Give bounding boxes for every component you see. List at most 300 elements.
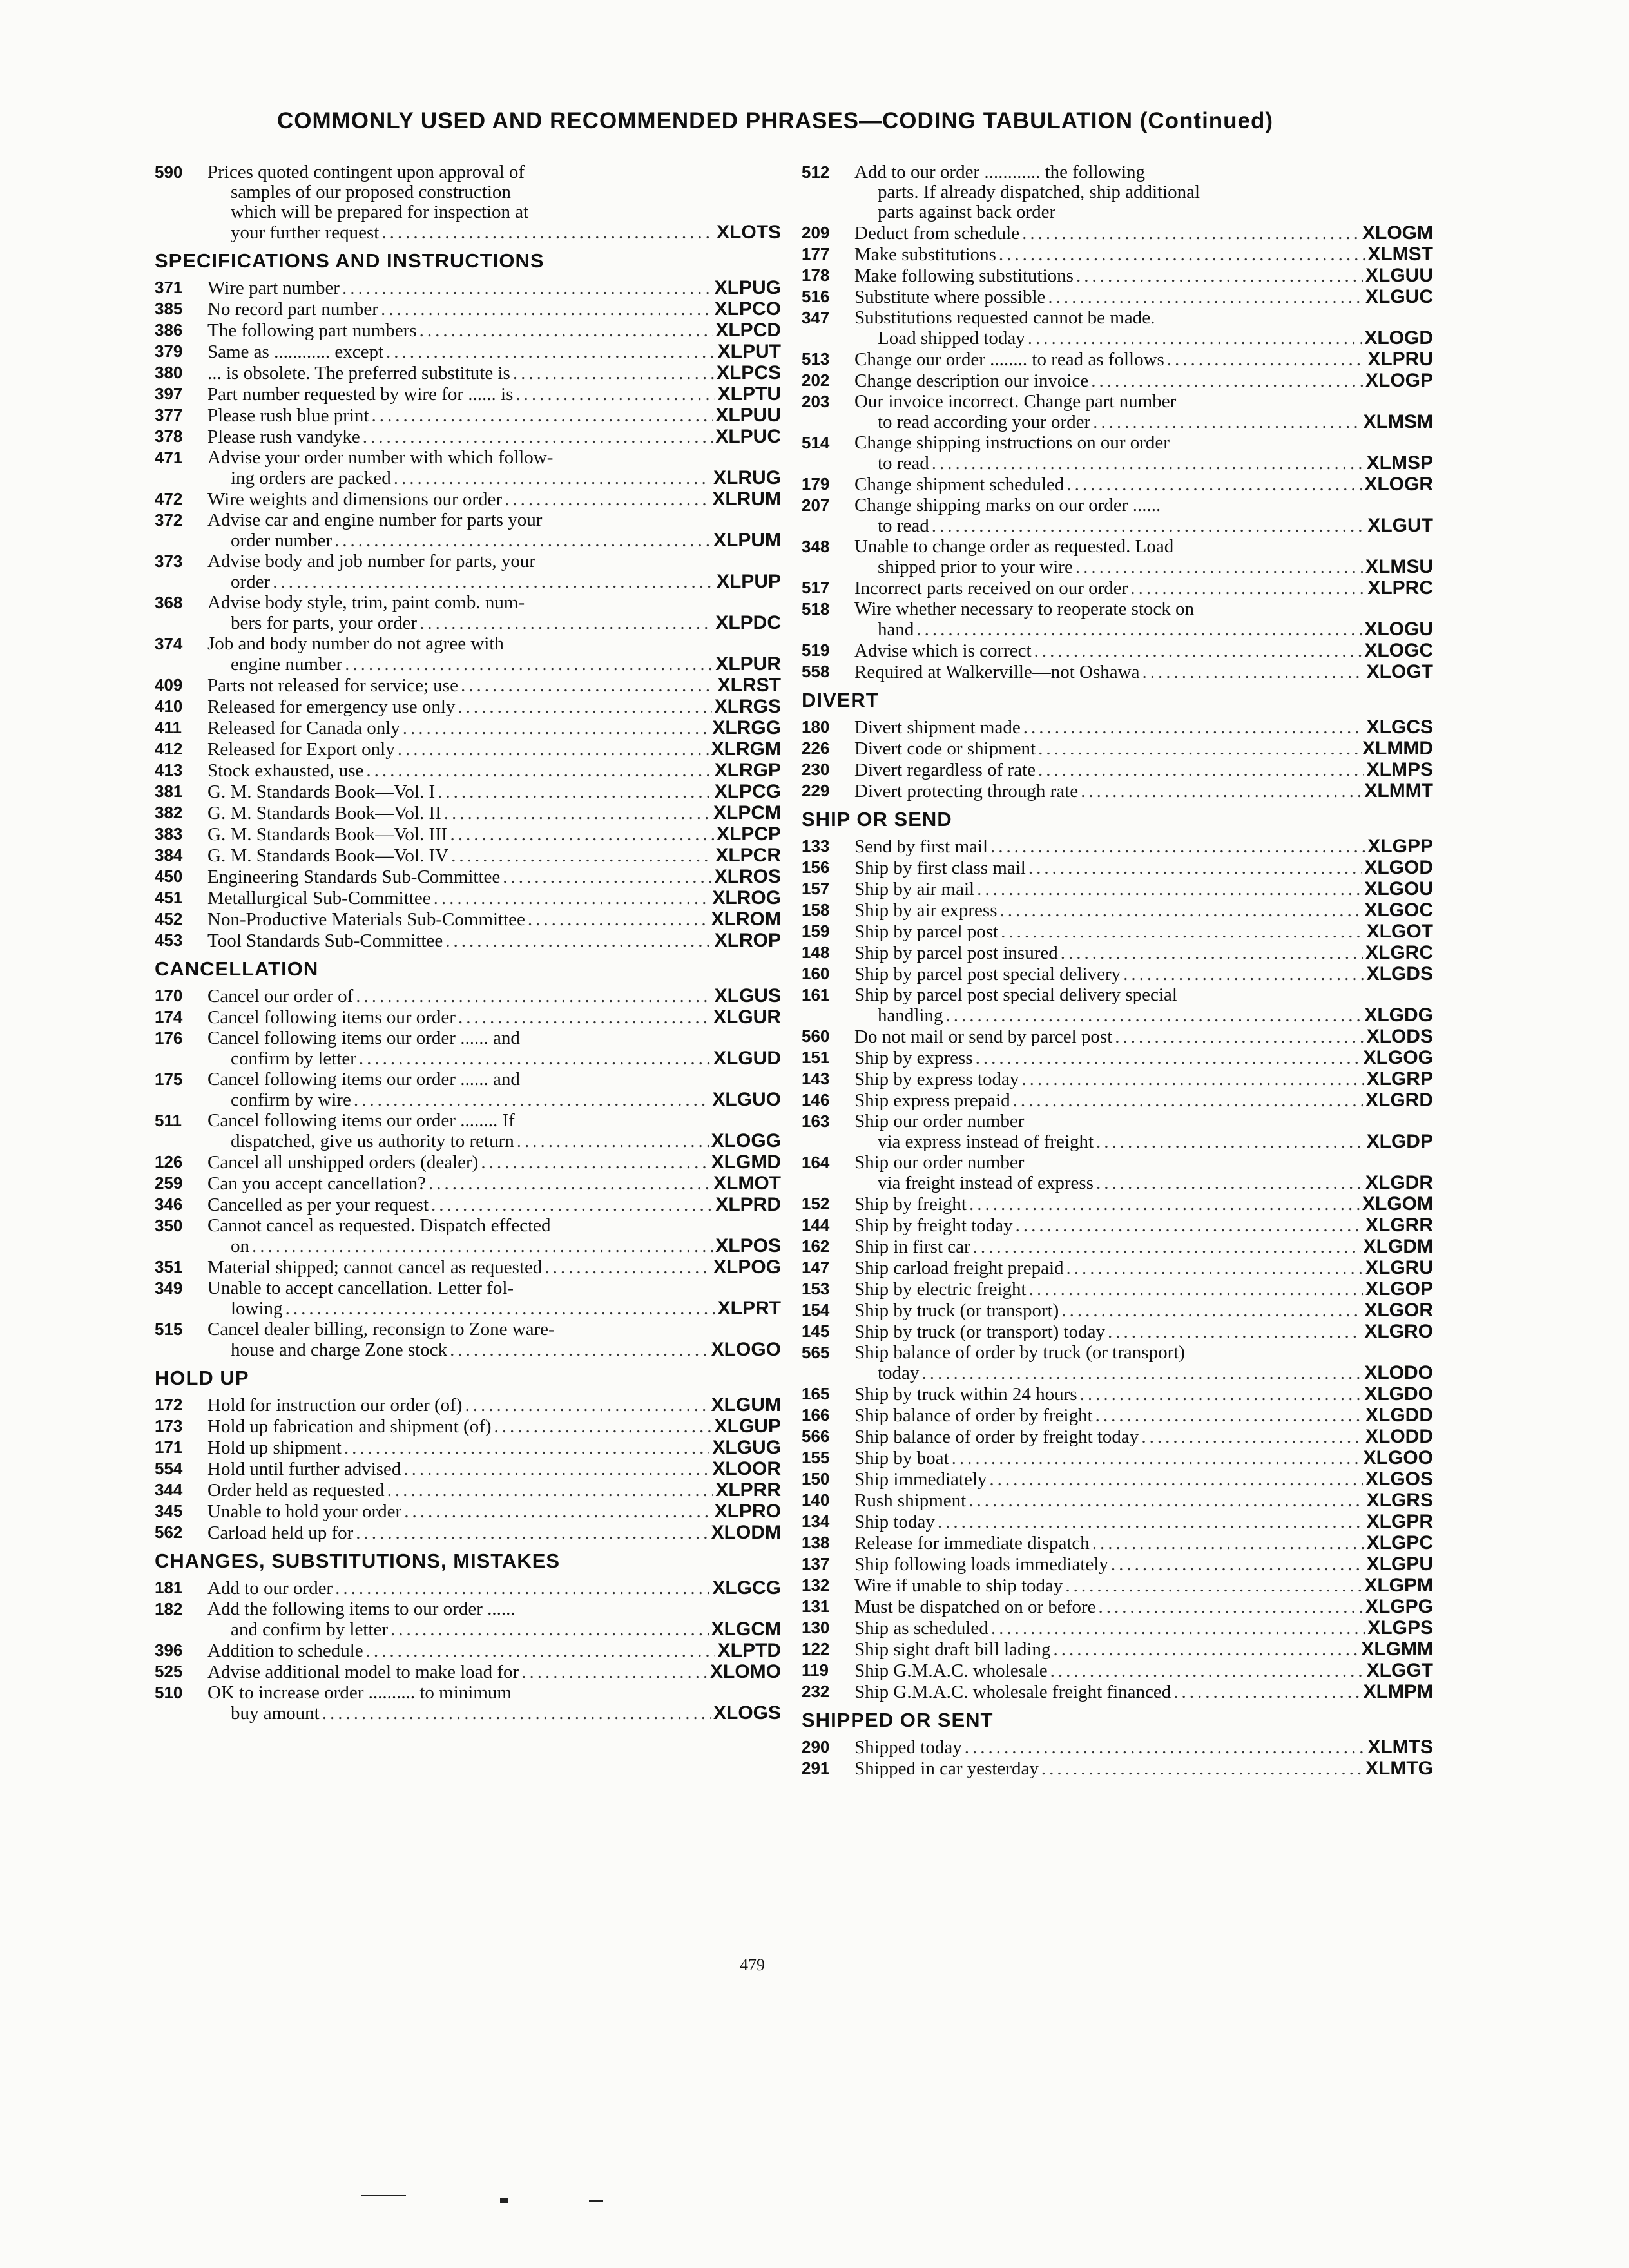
phrase-line: [207, 448, 781, 468]
phrase-line: [854, 1300, 1433, 1321]
phrase-number: 472: [155, 489, 183, 508]
dot-leader: [545, 1258, 711, 1278]
phrase-line: [207, 299, 781, 320]
phrase-text: [854, 1575, 1433, 1596]
dot-leader: [965, 1738, 1365, 1758]
phrase-number: 382: [155, 803, 183, 822]
dot-leader: [1061, 943, 1363, 963]
phrase-number: 151: [802, 1048, 830, 1067]
phrase-line-text: Ship by air express: [854, 900, 998, 921]
phrase-entry: [155, 760, 781, 781]
phrase-line: [854, 1026, 1433, 1047]
phrase-line-text: Advise your order number with which follow-: [207, 447, 554, 468]
dot-leader: [1034, 641, 1362, 661]
code-word: XLOGP: [1365, 370, 1433, 391]
phrase-text: [207, 1257, 781, 1278]
phrase-entry: [802, 1660, 1433, 1681]
dot-leader: [1123, 965, 1364, 985]
code-word: XLPUP: [716, 571, 781, 592]
phrase-line: [854, 202, 1433, 222]
phrase-line-text: Cancel dealer billing, reconsign to Zone ware-: [207, 1319, 555, 1340]
phrase-line: [854, 1448, 1433, 1468]
phrase-number: 154: [802, 1300, 830, 1320]
phrase-line: [207, 1683, 781, 1703]
dot-leader: [1115, 1027, 1364, 1047]
phrase-line: [207, 803, 781, 823]
dot-leader: [342, 278, 712, 298]
phrase-entry: [802, 474, 1433, 495]
dot-leader: [431, 1195, 713, 1215]
phrase-number: 516: [802, 287, 830, 306]
phrase-entry: [802, 349, 1433, 370]
phrase-number: 374: [155, 634, 183, 653]
phrase-line: [854, 1215, 1433, 1236]
code-word: XLGDG: [1364, 1004, 1433, 1026]
phrase-line-text: Deduct from schedule: [854, 223, 1020, 244]
phrase-text: [854, 1215, 1433, 1236]
dot-leader: [387, 1481, 713, 1501]
code-word: XLGOS: [1365, 1468, 1433, 1490]
code-word: XLGDD: [1365, 1405, 1433, 1426]
phrase-line-text: buy amount: [231, 1703, 320, 1724]
phrase-line: [854, 1384, 1433, 1405]
phrase-text: [207, 1195, 781, 1215]
phrase-line-text: G. M. Standards Book—Vol. II: [207, 803, 441, 823]
phrase-entry: [155, 341, 781, 362]
code-word: XLGOD: [1364, 857, 1433, 878]
phrase-text: [207, 888, 781, 908]
phrase-text: [207, 448, 781, 488]
code-word: XLGUC: [1365, 286, 1433, 307]
dot-leader: [991, 1619, 1365, 1639]
phrase-entry: [802, 287, 1433, 307]
dot-leader: [1021, 1070, 1364, 1090]
code-word: XLGRD: [1365, 1090, 1433, 1111]
phrase-number: 560: [802, 1026, 830, 1046]
phrase-line-text: Ship balance of order by freight today: [854, 1427, 1139, 1447]
phrase-text: [854, 223, 1433, 244]
phrase-number: 350: [155, 1216, 183, 1235]
phrase-text: [207, 278, 781, 298]
phrase-entry: [802, 943, 1433, 963]
phrase-entry: [155, 845, 781, 866]
phrase-line: [854, 1618, 1433, 1639]
phrase-entry: [802, 836, 1433, 857]
phrase-text: [207, 1395, 781, 1416]
phrase-text: [854, 1682, 1433, 1702]
phrase-text: [207, 1152, 781, 1173]
phrase-number: 373: [155, 552, 183, 571]
phrase-text: [207, 697, 781, 717]
phrase-number: 173: [155, 1416, 183, 1436]
phrase-text: [207, 489, 781, 510]
phrase-number: 451: [155, 888, 183, 907]
phrase-number: 515: [155, 1320, 183, 1339]
phrase-entry: [155, 593, 781, 633]
phrase-line: [207, 1578, 781, 1599]
phrase-line: [207, 1216, 781, 1236]
phrase-entry: [802, 265, 1433, 286]
dot-leader: [390, 1620, 709, 1640]
dot-leader: [1061, 1301, 1362, 1321]
phrase-text: [854, 370, 1433, 391]
phrase-line-text: Ship by express today: [854, 1069, 1019, 1090]
phrase-line: [854, 640, 1433, 661]
phrase-text: [854, 265, 1433, 286]
phrase-text: [854, 1236, 1433, 1257]
phrase-line-text: Divert protecting through rate: [854, 781, 1079, 802]
phrase-text: [207, 803, 781, 823]
phrase-text: [207, 675, 781, 696]
phrase-text: [854, 433, 1433, 474]
phrase-number: 514: [802, 433, 830, 452]
code-word: XLGOP: [1365, 1278, 1433, 1300]
phrase-line: [207, 1131, 781, 1151]
phrase-line-text: Ship by electric freight: [854, 1279, 1027, 1300]
phrase-line-text: Cancel our order of: [207, 986, 354, 1006]
dot-leader: [1048, 287, 1363, 307]
phrase-text: [854, 1427, 1433, 1447]
dot-leader: [938, 1512, 1364, 1532]
phrase-line: [854, 1131, 1433, 1152]
phrase-text: [854, 1533, 1433, 1553]
phrase-line-text: Ship G.M.A.C. wholesale freight financed: [854, 1682, 1171, 1702]
phrase-line-text: Metallurgical Sub-Committee: [207, 888, 431, 908]
phrase-text: [854, 1090, 1433, 1111]
phrase-text: [854, 1469, 1433, 1490]
code-word: XLPRD: [715, 1194, 781, 1215]
phrase-number: 562: [155, 1523, 183, 1542]
section-heading: CHANGES, SUBSTITUTIONS, MISTAKES: [155, 1550, 561, 1572]
phrase-number: 452: [155, 909, 183, 928]
code-word: XLGCM: [711, 1619, 781, 1640]
phrase-entry: [802, 223, 1433, 244]
phrase-line: [854, 1090, 1433, 1111]
phrase-text: [854, 537, 1433, 577]
phrase-line: [207, 1278, 781, 1298]
phrase-number: 177: [802, 244, 830, 264]
phrase-line-text: Incorrect parts received on our order: [854, 578, 1128, 599]
phrase-number: 412: [155, 739, 183, 758]
dot-leader: [403, 718, 710, 738]
dot-leader: [450, 825, 714, 845]
phrase-entry: [155, 1599, 781, 1640]
phrase-line-text: Released for emergency use only: [207, 697, 456, 717]
phrase-number: 383: [155, 824, 183, 843]
phrase-line: [854, 392, 1433, 412]
dot-leader: [345, 655, 713, 675]
phrase-line-text: Hold until further advised: [207, 1459, 401, 1479]
phrase-text: [207, 986, 781, 1006]
phrase-line: [854, 858, 1433, 878]
code-word: XLPCP: [716, 823, 781, 845]
code-word: XLROS: [714, 866, 781, 887]
phrase-entry: [155, 1459, 781, 1479]
phrase-line: [207, 593, 781, 613]
phrase-text: [854, 1300, 1433, 1321]
phrase-line-text: parts. If already dispatched, ship additional: [878, 182, 1200, 202]
phrase-line-text: Addition to schedule: [207, 1640, 363, 1661]
phrase-line-text: Our invoice incorrect. Change part number: [854, 391, 1177, 412]
phrase-number: 203: [802, 392, 830, 411]
phrase-line: [207, 427, 781, 447]
dot-leader: [419, 613, 713, 633]
phrase-line: [207, 1236, 781, 1256]
phrase-line-text: confirm by wire: [231, 1090, 351, 1110]
phrase-text: [207, 1111, 781, 1151]
phrase-text: [207, 1070, 781, 1110]
phrase-text: [854, 858, 1433, 878]
phrase-line-text: Advise additional model to make load for: [207, 1662, 519, 1682]
dot-leader: [1173, 1682, 1360, 1702]
phrase-line: [854, 1554, 1433, 1575]
phrase-entry: [155, 782, 781, 802]
code-word: XLPOS: [715, 1235, 781, 1256]
phrase-number: 413: [155, 760, 183, 780]
phrase-line-text: bers for parts, your order: [231, 613, 418, 633]
dot-leader: [1065, 1576, 1362, 1596]
phrase-entry: [155, 1683, 781, 1724]
phrase-line-text: Tool Standards Sub-Committee: [207, 930, 443, 951]
dot-leader: [1050, 1661, 1364, 1681]
phrase-number: 518: [802, 599, 830, 619]
phrase-line: [207, 1070, 781, 1090]
code-word: XLGRS: [1366, 1490, 1433, 1511]
phrase-number: 130: [802, 1618, 830, 1637]
phrase-line: [207, 1599, 781, 1619]
phrase-number: 291: [802, 1758, 830, 1778]
code-word: XLGUT: [1367, 515, 1433, 536]
phrase-entry: [802, 985, 1433, 1026]
phrase-text: [854, 879, 1433, 899]
dot-leader: [516, 385, 715, 405]
phrase-line: [207, 1416, 781, 1437]
phrase-text: [854, 760, 1433, 780]
phrase-text: [207, 1459, 781, 1479]
phrase-entry: [155, 1028, 781, 1069]
phrase-line: [854, 162, 1433, 182]
phrase-entry: [802, 578, 1433, 599]
dot-leader: [1016, 1216, 1363, 1236]
dot-leader: [513, 363, 714, 383]
phrase-line: [207, 1257, 781, 1278]
phrase-line-text: Rush shipment: [854, 1490, 967, 1511]
phrase-line-text: Ship by freight: [854, 1194, 967, 1215]
phrase-number: 566: [802, 1427, 830, 1446]
phrase-line: [207, 510, 781, 530]
phrase-line: [207, 1007, 781, 1028]
phrase-line: [207, 986, 781, 1006]
code-word: XLPCS: [716, 362, 781, 383]
phrase-line-text: Carload held up for: [207, 1523, 354, 1543]
dot-leader: [386, 342, 715, 362]
phrase-number: 351: [155, 1257, 183, 1276]
phrase-text: [207, 363, 781, 383]
code-word: XLROP: [714, 930, 781, 951]
phrase-line: [854, 370, 1433, 391]
phrase-line: [854, 1069, 1433, 1090]
dot-leader: [1098, 1597, 1363, 1617]
phrase-entry: [802, 244, 1433, 265]
code-word: XLODD: [1365, 1426, 1433, 1447]
phrase-text: [854, 1069, 1433, 1090]
phrase-entry: [802, 392, 1433, 432]
phrase-text: [854, 662, 1433, 682]
phrase-line-text: Parts not released for service; use: [207, 675, 458, 696]
phrase-line-text: today: [878, 1363, 920, 1383]
phrase-entry: [155, 1173, 781, 1194]
phrase-entry: [155, 739, 781, 760]
phrase-line-text: Ship carload freight prepaid: [854, 1258, 1064, 1278]
dot-leader: [394, 468, 711, 488]
code-word: XLGUM: [711, 1394, 781, 1416]
code-word: XLROG: [712, 887, 781, 908]
code-word: XLPTU: [717, 383, 781, 405]
phrase-line-text: Wire whether necessary to reoperate stock on: [854, 599, 1195, 619]
phrase-line-text: Ship by parcel post: [854, 921, 999, 942]
code-word: XLGUD: [713, 1048, 781, 1069]
phrase-line: [207, 1298, 781, 1319]
dot-leader: [1142, 662, 1364, 682]
code-word: XLPCO: [714, 298, 781, 320]
section-heading: SPECIFICATIONS AND INSTRUCTIONS: [155, 249, 545, 272]
phrase-line-text: Wire if unable to ship today: [854, 1575, 1063, 1596]
phrase-text: [207, 930, 781, 951]
phrase-number: 346: [155, 1195, 183, 1214]
phrase-line-text: Prices quoted contingent upon approval of: [207, 162, 525, 182]
phrase-line-text: to read: [878, 453, 929, 474]
dot-leader: [403, 1459, 709, 1479]
phrase-number: 232: [802, 1682, 830, 1701]
phrase-entry: [155, 1195, 781, 1215]
phrase-line-text: handling: [878, 1005, 943, 1026]
phrase-text: [207, 1578, 781, 1599]
page-number: 479: [740, 1956, 765, 1974]
phrase-entry: [802, 1090, 1433, 1111]
phrase-line: [854, 781, 1433, 802]
phrase-line-text: OK to increase order .......... to minimum: [207, 1682, 512, 1703]
dot-leader: [398, 740, 709, 760]
code-word: XLGDR: [1365, 1172, 1433, 1193]
phrase-entry: [802, 1490, 1433, 1511]
code-word: XLPUC: [715, 426, 781, 447]
phrase-line-text: Ship by first class mail: [854, 858, 1026, 878]
phrase-text: [854, 964, 1433, 985]
phrase-entry: [802, 1639, 1433, 1660]
scan-mark: [361, 2195, 406, 2196]
code-word: XLGMM: [1361, 1639, 1433, 1660]
phrase-entry: [802, 1069, 1433, 1090]
phrase-line: [854, 662, 1433, 682]
dot-leader: [322, 1704, 711, 1724]
phrase-number: 152: [802, 1194, 830, 1213]
phrase-number: 182: [155, 1599, 183, 1619]
phrase-entry: [802, 1597, 1433, 1617]
phrase-text: [207, 739, 781, 760]
code-word: XLPTD: [717, 1640, 781, 1661]
code-word: XLPCR: [715, 845, 781, 866]
dot-leader: [1028, 858, 1362, 878]
phrase-line-text: lowing: [231, 1298, 283, 1319]
phrase-text: [207, 1501, 781, 1522]
dot-leader: [1095, 1406, 1363, 1426]
page-title: COMMONLY USED AND RECOMMENDED PHRASES—CODING TABULATION (Continued): [277, 108, 1274, 133]
phrase-entry: [802, 1300, 1433, 1321]
phrase-line: [854, 1427, 1433, 1447]
phrase-entry: [155, 1416, 781, 1437]
phrase-text: [854, 1660, 1433, 1681]
phrase-text: [207, 510, 781, 551]
left-column: [155, 162, 781, 1724]
phrase-line-text: Ship by parcel post insured: [854, 943, 1058, 963]
code-word: XLODS: [1366, 1026, 1433, 1047]
phrase-text: [854, 599, 1433, 640]
phrase-line-text: engine number: [231, 654, 343, 675]
dot-leader: [952, 1448, 1361, 1468]
phrase-entry: [802, 879, 1433, 899]
phrase-line: [207, 654, 781, 675]
dot-leader: [977, 879, 1362, 899]
dot-leader: [450, 1340, 709, 1360]
code-word: XLPUR: [715, 653, 781, 675]
phrase-line: [854, 1279, 1433, 1300]
dot-leader: [419, 321, 713, 341]
phrase-entry: [155, 384, 781, 405]
phrase-text: [207, 1640, 781, 1661]
phrase-line: [207, 1111, 781, 1131]
phrase-entry: [155, 1007, 781, 1028]
phrase-entry: [155, 1501, 781, 1522]
phrase-number: 172: [155, 1395, 183, 1414]
dot-leader: [1075, 557, 1363, 577]
phrase-entry: [155, 986, 781, 1006]
phrase-number: 159: [802, 921, 830, 941]
phrase-line: [207, 405, 781, 426]
dot-leader: [946, 1006, 1362, 1026]
phrase-text: [854, 900, 1433, 921]
dot-leader: [1023, 718, 1364, 738]
phrase-line: [854, 1005, 1433, 1026]
phrase-line-text: house and charge Zone stock: [231, 1340, 448, 1360]
phrase-entry: [802, 964, 1433, 985]
phrase-entry: [802, 599, 1433, 640]
phrase-line-text: samples of our proposed construction: [231, 182, 511, 202]
phrase-line: [207, 888, 781, 908]
phrase-line-text: via express instead of freight: [878, 1131, 1094, 1152]
phrase-line: [854, 578, 1433, 599]
phrase-number: 513: [802, 349, 830, 369]
right-column: [802, 162, 1433, 1780]
phrase-entry: [155, 427, 781, 447]
dot-leader: [252, 1236, 713, 1256]
phrase-line-text: Advise car and engine number for parts your: [207, 510, 543, 530]
phrase-number: 153: [802, 1279, 830, 1298]
phrase-number: 146: [802, 1090, 830, 1110]
phrase-entry: [155, 489, 781, 510]
code-word: XLGPM: [1364, 1575, 1433, 1596]
phrase-line-text: Ship by freight today: [854, 1215, 1013, 1236]
phrase-line-text: Job and body number do not agree with: [207, 633, 504, 654]
dot-leader: [1054, 1640, 1359, 1660]
phrase-line-text: Wire weights and dimensions our order: [207, 489, 503, 510]
phrase-number: 349: [155, 1278, 183, 1298]
phrase-number: 409: [155, 675, 183, 695]
phrase-number: 137: [802, 1554, 830, 1573]
code-word: XLODO: [1364, 1362, 1433, 1383]
phrase-entry: [802, 1194, 1433, 1215]
phrase-text: [207, 384, 781, 405]
phrase-line: [854, 1321, 1433, 1342]
